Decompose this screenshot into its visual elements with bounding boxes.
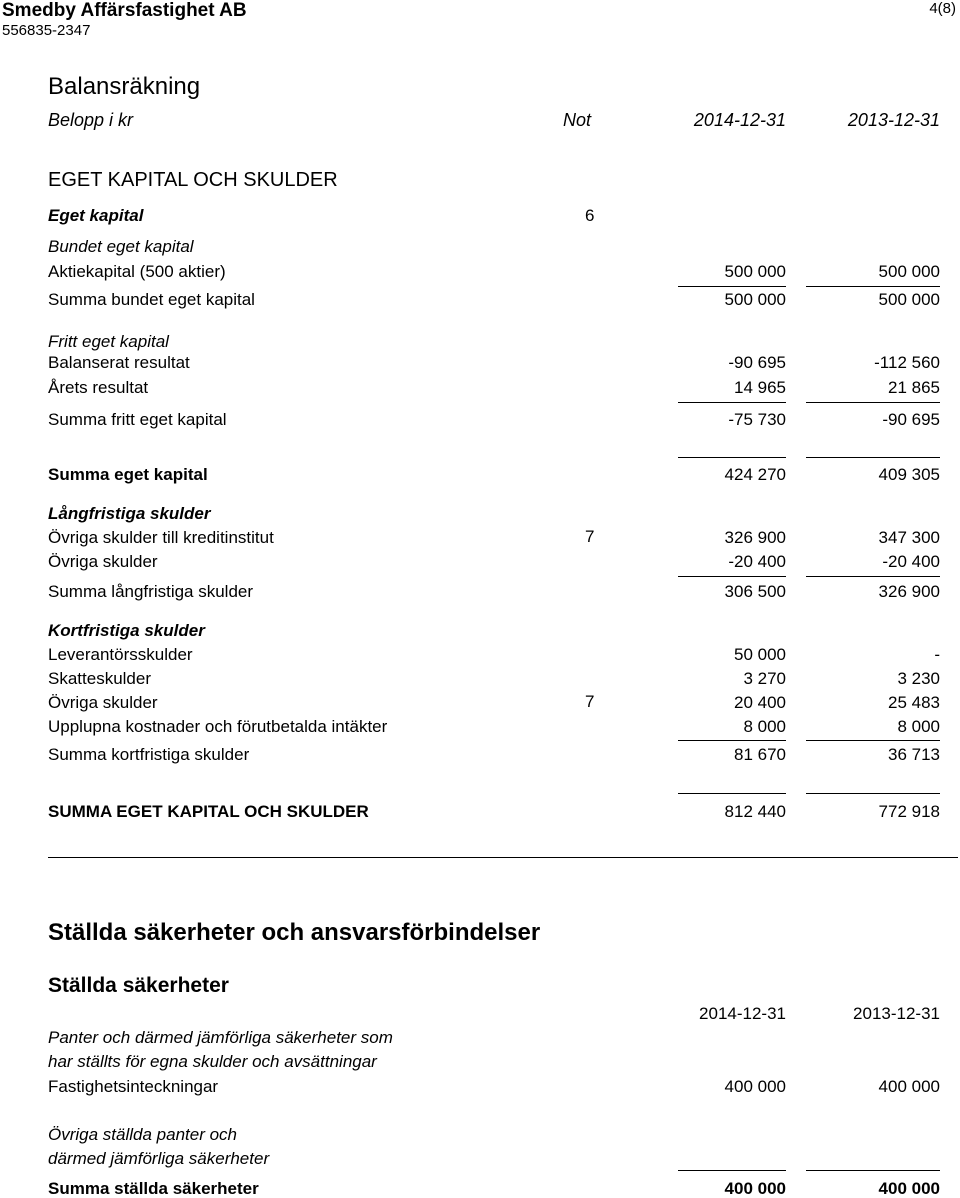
pledged-column-header-year2: 2013-12-31: [853, 1004, 940, 1023]
sum-line: [678, 1170, 786, 1171]
sum-line: [678, 402, 786, 403]
row-value-2014: 400 000: [724, 1077, 786, 1096]
row-value-2013: -: [934, 645, 940, 664]
sum-line: [806, 457, 940, 458]
row-value-2014: 326 900: [724, 528, 786, 547]
row-value-2014: 20 400: [734, 693, 786, 712]
row-label: Övriga ställda panter och: [48, 1125, 237, 1144]
row-value-2013: 500 000: [878, 290, 940, 309]
row-value-2013: 3 230: [897, 669, 940, 688]
row-value-2014: -90 695: [728, 353, 786, 372]
sum-line: [806, 402, 940, 403]
row-label: Övriga skulder till kreditinstitut: [48, 528, 274, 547]
row-note: 7: [585, 527, 595, 546]
row-value-2014: 3 270: [743, 669, 786, 688]
balance-sheet-title: Balansräkning: [48, 73, 201, 100]
column-header-amount: Belopp i kr: [48, 110, 134, 130]
row-value-2014: -20 400: [728, 552, 786, 571]
row-value-2014: 400 000: [724, 1179, 786, 1198]
row-label: Aktiekapital (500 aktier): [48, 262, 226, 281]
pledged-subtitle: Ställda säkerheter: [48, 974, 229, 997]
row-value-2013: 8 000: [897, 717, 940, 736]
row-value-2014: -75 730: [728, 410, 786, 429]
row-label: Kortfristiga skulder: [48, 621, 205, 640]
row-label: Summa bundet eget kapital: [48, 290, 255, 309]
row-label: Årets resultat: [48, 378, 149, 397]
row-value-2013: -90 695: [882, 410, 940, 429]
company-name: Smedby Affärsfastighet AB: [2, 0, 247, 21]
org-number: 556835-2347: [2, 22, 91, 39]
row-value-2014: 500 000: [724, 262, 786, 281]
row-value-2014: 8 000: [743, 717, 786, 736]
row-value-2013: 36 713: [888, 745, 940, 764]
row-label: Långfristiga skulder: [48, 504, 211, 523]
row-label: Övriga skulder: [48, 552, 158, 571]
row-label: Skatteskulder: [48, 669, 151, 688]
row-label: Summa långfristiga skulder: [48, 582, 254, 601]
sum-line: [806, 793, 940, 794]
row-value-2013: 409 305: [878, 465, 940, 484]
row-note: 6: [585, 206, 595, 225]
row-value-2014: 14 965: [734, 378, 786, 397]
row-label: Panter och därmed jämförliga säkerheter som: [48, 1028, 393, 1047]
row-value-2013: 500 000: [878, 262, 940, 281]
row-label: Fastighetsinteckningar: [48, 1077, 219, 1096]
row-value-2013: 347 300: [878, 528, 940, 547]
column-header-year1: 2014-12-31: [693, 110, 786, 130]
row-value-2013: 772 918: [878, 802, 940, 821]
row-note: 7: [585, 692, 595, 711]
row-value-2013: 21 865: [888, 378, 940, 397]
row-value-2013: -20 400: [882, 552, 940, 571]
row-label: Övriga skulder: [48, 693, 158, 712]
row-value-2014: 500 000: [724, 290, 786, 309]
pledged-section-title: Ställda säkerheter och ansvarsförbindelser: [48, 919, 541, 946]
pledged-column-header-year1: 2014-12-31: [699, 1004, 786, 1023]
sum-line: [678, 576, 786, 577]
row-value-2013: 326 900: [878, 582, 940, 601]
row-value-2013: 25 483: [888, 693, 940, 712]
row-label: därmed jämförliga säkerheter: [48, 1149, 270, 1168]
sum-line: [806, 1170, 940, 1171]
row-value-2014: 81 670: [734, 745, 786, 764]
sum-line: [678, 457, 786, 458]
row-value-2014: 306 500: [724, 582, 786, 601]
row-label-total: Summa ställda säkerheter: [48, 1179, 259, 1198]
row-value-2013: 400 000: [878, 1077, 940, 1096]
sum-line: [678, 740, 786, 741]
row-label: Balanserat resultat: [48, 353, 190, 372]
sum-line: [806, 286, 940, 287]
column-header-note: Not: [563, 110, 592, 130]
section-divider: [48, 857, 958, 858]
row-value-2013: 400 000: [878, 1179, 940, 1198]
sum-line: [806, 576, 940, 577]
section-title-equity-liabilities: EGET KAPITAL OCH SKULDER: [48, 169, 338, 191]
row-label: Fritt eget kapital: [48, 332, 169, 351]
row-label: Bundet eget kapital: [48, 237, 194, 256]
row-value-2013: -112 560: [874, 353, 940, 372]
row-label: Summa fritt eget kapital: [48, 410, 227, 429]
sum-line: [806, 740, 940, 741]
sum-line: [678, 286, 786, 287]
row-label: Summa kortfristiga skulder: [48, 745, 250, 764]
row-label: Leverantörsskulder: [48, 645, 193, 664]
row-value-2014: 424 270: [724, 465, 786, 484]
row-label-total: SUMMA EGET KAPITAL OCH SKULDER: [48, 802, 369, 821]
sum-line: [678, 793, 786, 794]
row-value-2014: 50 000: [734, 645, 786, 664]
row-label: Eget kapital: [48, 206, 144, 225]
row-label: har ställts för egna skulder och avsättningar: [48, 1052, 377, 1071]
row-value-2014: 812 440: [724, 802, 786, 821]
row-label: Upplupna kostnader och förutbetalda intäkter: [48, 717, 388, 736]
row-label: Summa eget kapital: [48, 465, 208, 484]
page-number: 4(8): [929, 0, 956, 17]
column-header-year2: 2013-12-31: [847, 110, 940, 130]
